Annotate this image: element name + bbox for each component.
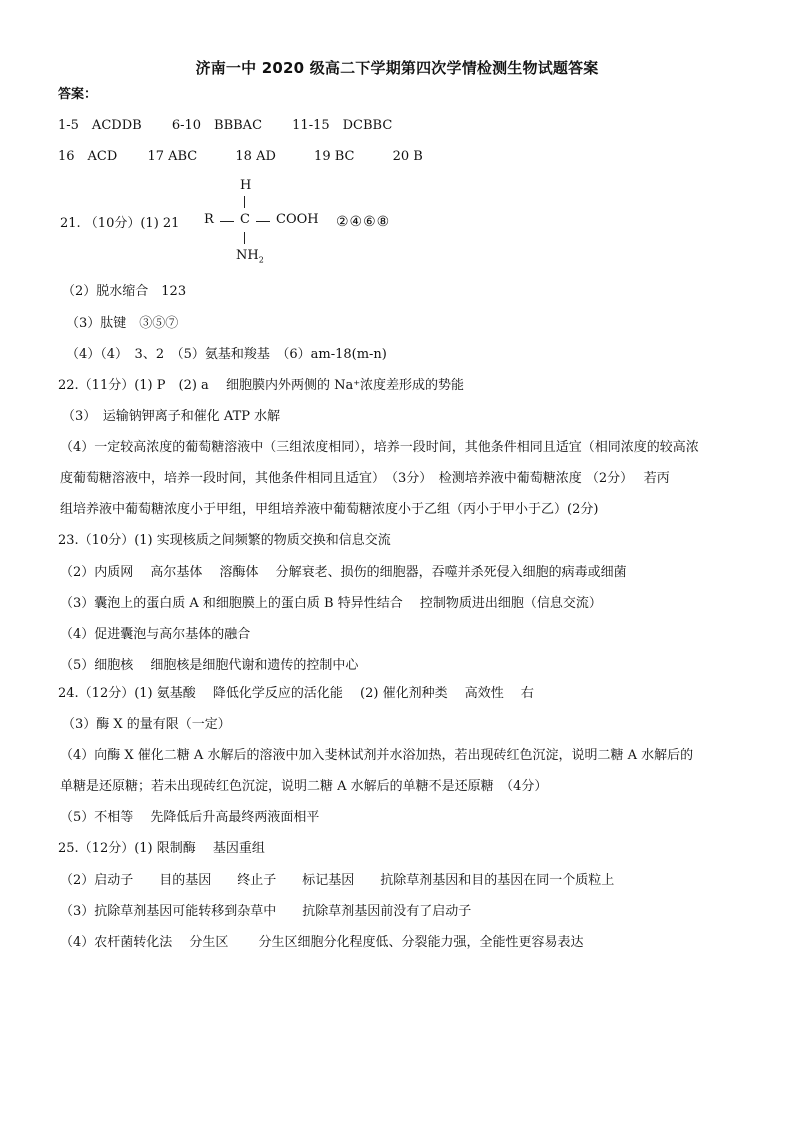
amino-acid-structure xyxy=(204,176,344,270)
mc-16: 16 ACD xyxy=(58,149,118,164)
mc-1-5: 1-5 ACDDB xyxy=(58,118,142,133)
answers-label: 答案： xyxy=(58,87,98,102)
bond-r-c xyxy=(220,221,234,222)
struct-nh2 xyxy=(236,248,264,265)
mc-row-1 xyxy=(58,117,392,135)
mc-11-15: 11-15 DCBBC xyxy=(292,118,393,133)
struct-h: H xyxy=(240,178,252,193)
q23-line1: 23.（10分）(1) 实现核质之间频繁的物质交换和信息交流 xyxy=(58,533,391,548)
q23-line5: （5）细胞核 细胞核是细胞代谢和遗传的控制中心 xyxy=(60,658,359,673)
q21-part4: （4）（4） 3、2 （5）氨基和羧基 （6）am-18(m-n) xyxy=(66,347,387,362)
q24-line3: （4）向酶 X 催化二糖 A 水解后的溶液中加入斐林试剂并水浴加热，若出现砖红色沉淀，说明二糖 A 水解后的 xyxy=(60,748,694,763)
q22-line1: 22.（11分）(1) P (2) a 细胞膜内外两侧的 Na⁺浓度差形成的势能 xyxy=(58,378,465,393)
bond-c-nh2 xyxy=(244,232,245,244)
q21-circles: ②④⑥⑧ xyxy=(336,214,391,230)
bond-h-c xyxy=(244,196,245,208)
struct-c: C xyxy=(240,212,250,227)
q25-line4: （4）农杆菌转化法 分生区 分生区细胞分化程度低、分裂能力强，全能性更容易表达 xyxy=(60,935,584,950)
q25-line2: （2）启动子 目的基因 终止子 标记基因 抗除草剂基因和目的基因在同一个质粒上 xyxy=(60,873,615,888)
q23-line3: （3）囊泡上的蛋白质 A 和细胞膜上的蛋白质 B 特异性结合 控制物质进出细胞（信息交流） xyxy=(60,596,602,611)
q22-line3: （4）一定较高浓度的葡萄糖溶液中（三组浓度相同），培养一段时间，其他条件相同且适宜（相同浓度的较高浓 xyxy=(60,440,699,455)
q22-line4: 度葡萄糖溶液中，培养一段时间，其他条件相同且适宜） （3分） 检测培养液中葡萄糖浓度 （2分） 若丙 xyxy=(60,471,670,486)
q21-part3: （3）肽键 ③⑤⑦ xyxy=(66,316,179,331)
q24-line1: 24.（12分）(1) 氨基酸 降低化学反应的活化能 (2) 催化剂种类 高效性 右 xyxy=(58,686,534,701)
q25-line1: 25.（12分）(1) 限制酶 基因重组 xyxy=(58,841,265,856)
mc-18: 18 AD xyxy=(235,149,276,164)
mc-20: 20 B xyxy=(392,149,423,164)
q22-line2: （3） 运输钠钾离子和催化 ATP 水解 xyxy=(62,409,281,424)
page-title: 济南一中 2020 级高二下学期第四次学情检测生物试题答案 xyxy=(195,59,599,77)
q23-line2: （2）内质网 高尔基体 溶酶体 分解衰老、损伤的细胞器，吞噬并杀死侵入细胞的病毒或细菌 xyxy=(60,565,627,580)
q24-line4: 单糖是还原糖；若未出现砖红色沉淀，说明二糖 A 水解后的单糖不是还原糖 （4分） xyxy=(60,779,548,794)
struct-cooh: COOH xyxy=(276,212,319,227)
mc-19: 19 BC xyxy=(314,149,355,164)
mc-row-2 xyxy=(58,148,423,166)
q25-line3: （3）抗除草剂基因可能转移到杂草中 抗除草剂基因前没有了启动子 xyxy=(60,904,472,919)
q21-head: 21. （10分）(1) 21 xyxy=(60,216,180,231)
struct-nh2-sub: 2 xyxy=(258,255,264,265)
mc-6-10: 6-10 BBBAC xyxy=(171,118,263,133)
bond-c-cooh xyxy=(256,221,270,222)
struct-r: R xyxy=(204,212,214,227)
struct-nh: NH xyxy=(236,248,259,263)
q23-line4: （4）促进囊泡与高尔基体的融合 xyxy=(60,627,251,642)
q24-line2: （3）酶 X 的量有限（一定） xyxy=(62,717,231,732)
q21-part2: （2）脱水缩合 123 xyxy=(62,284,187,299)
q24-line5: （5）不相等 先降低后升高最终两液面相平 xyxy=(60,810,320,825)
mc-17: 17 ABC xyxy=(147,149,198,164)
q22-line5: 组培养液中葡萄糖浓度小于甲组，甲组培养液中葡萄糖浓度小于乙组（丙小于甲小于乙）(2分) xyxy=(60,502,599,517)
